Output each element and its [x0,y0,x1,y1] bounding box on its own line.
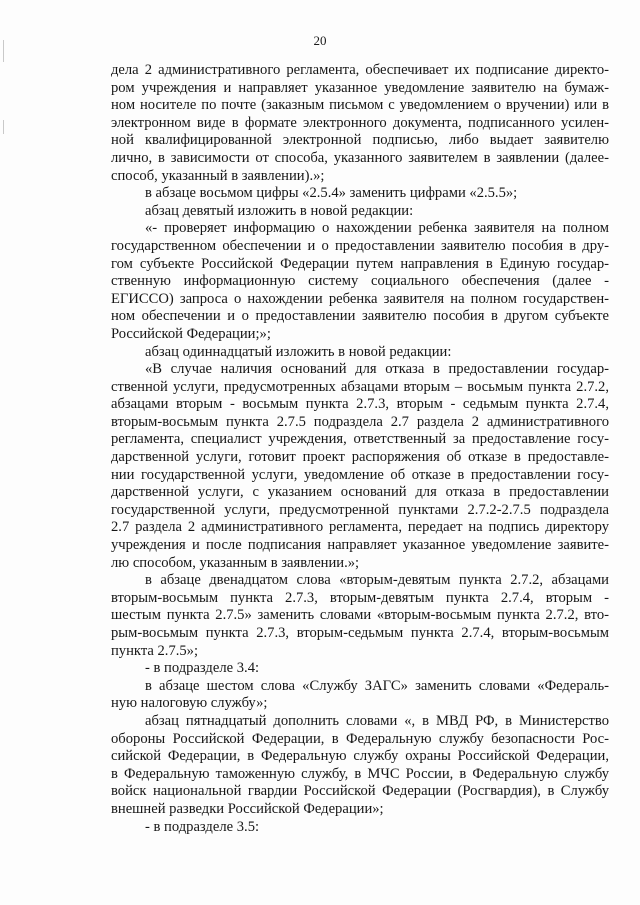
text-line: ном носителе по почте (заказным письмом с уведомлением о вручении) или в [111,97,609,114]
scan-edge-mark [3,120,4,134]
text-line: ственной услуги, предусмотренных абзацами вторым – восьмым пункта 2.7.2, [111,378,609,395]
text-line: абзац одиннадцатый изложить в новой редакции: [145,343,452,360]
text-line: «В случае наличия оснований для отказа в предоставлении государ- [145,361,609,378]
text-line: лично, в зависимости от способа, указанного заявителем в заявлении (далее- [111,149,609,166]
text-line: внешней разведки Российской Федерации»; [111,800,384,817]
text-line: ственную информационную систему социального обеспечения (далее - [111,273,609,290]
text-line: учреждения и после подписания направляет указанное уведомление заявите- [111,537,609,554]
text-line: государственном обеспечении и о предоставлении заявителю пособия в дру- [111,237,609,254]
text-line: абзацами вторым - восьмым пункта 2.7.3, вторым - седьмым пункта 2.7.4, [111,396,609,413]
text-line: 2.7 раздела 2 административного регламента, передает на подпись директору [111,519,609,536]
text-line: гом субъекте Российской Федерации путем направления в Единую государ- [111,255,609,272]
text-line: в абзаце шестом слова «Службу ЗАГС» заменить словами «Федераль- [145,677,609,694]
text-line: государственной услуги, предусмотренной пунктами 2.7.2-2.7.5 подраздела [111,501,609,518]
text-line: ном обеспечении и о предоставлении заявителю пособия в другом субъекте [111,308,609,325]
text-line: войск национальной гвардии Российской Федерации (Росгвардия), в Службу [111,783,609,800]
text-line: сийской Федерации, в Федеральную службу охраны Российской Федерации, [111,748,609,765]
text-line: регламента, специалист учреждения, ответственный за предоставление госу- [111,431,609,448]
text-line: ЕГИССО) запроса о нахождении ребенка заявителя на полном государствен- [111,290,609,307]
text-line: ную налоговую службу»; [111,695,268,712]
text-line: лю способом, указанным в заявлении.»; [111,554,360,571]
text-line: - в подразделе 3.4: [145,660,260,677]
text-line: электронном виде в формате электронного документа, подписанного усилен- [111,114,609,131]
text-line: абзац девятый изложить в новой редакции: [145,202,414,219]
text-line: нии государственной услуги, уведомление об отказе в предоставлении госу- [111,466,609,483]
text-line: - в подразделе 3.5: [145,818,260,835]
text-line: в абзаце восьмом цифры «2.5.4» заменить цифрами «2.5.5»; [145,185,518,202]
text-line: шестым пункта 2.7.5» заменить словами «вторым-восьмым пункта 2.7.2, вто- [111,607,609,624]
text-line: рым-восьмым пункта 2.7.3, вторым-седьмым пункта 2.7.4, вторым-восьмым [111,625,609,641]
text-line: в абзаце двенадцатом слова «вторым-девятым пункта 2.7.2, абзацами [145,572,609,589]
text-line: ром учреждения и направляет указанное уведомление заявителю на бумаж- [111,79,609,96]
page-number: 20 [313,33,327,48]
text-line: Российской Федерации;»; [111,325,271,342]
text-line: вторым-восьмым пункта 2.7.5 подраздела 2.7 раздела 2 административного [111,413,609,430]
text-line: дарственной услуги, готовит проект распоряжения об отказе в предоставле- [111,449,609,466]
text-line: вторым-восьмым пункта 2.7.3, вторым-девятым пункта 2.7.4, вторым - [111,589,609,606]
text-line: дарственной услуги, с указанием оснований для отказа в предоставлении [111,484,609,501]
text-line: ной квалифицированной электронной подписью, либо выдает заявителю [111,132,609,149]
text-line: абзац пятнадцатый дополнить словами «, в МВД РФ, в Министерство [145,712,609,729]
text-line: способ, указанный в заявлении).»; [111,167,325,184]
text-line: дела 2 административного регламента, обеспечивает их подписание директо- [111,62,609,78]
document-body [111,62,609,836]
text-line: в Федеральную таможенную службу, в МЧС России, в Федеральную службу [111,765,609,782]
text-line: обороны Российской Федерации, в Федеральную службу безопасности Рос- [111,730,609,747]
text-line: пункта 2.7.5»; [111,642,199,659]
text-line: «- проверяет информацию о нахождении ребенка заявителя на полном [145,220,609,237]
